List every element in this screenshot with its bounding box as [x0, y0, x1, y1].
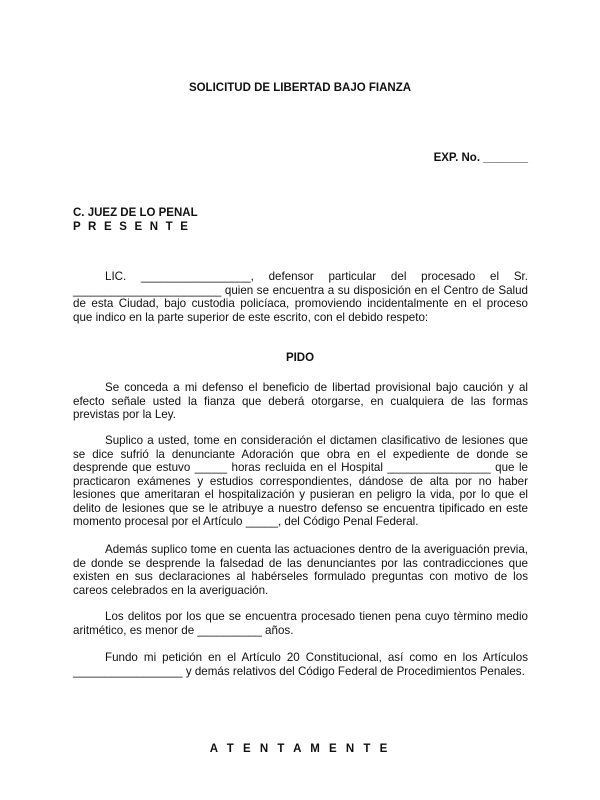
paragraph-fundamento: Fundo mi petición en el Artículo 20 Constitucional, así como en los Artículos _________________ y demás relativos del Código Federal de Procedimientos Penales.	[73, 651, 528, 678]
expediente-number: EXP. No. _______	[433, 152, 528, 164]
paragraph-dictamen: Suplico a usted, tome en consideración el dictamen clasificativo de lesiones que se dice sufrió la denunciante Adoración que obra en el expediente de donde se desprende que estuvo _____ horas recluida en el Hospital ________________ que le practicaron exámenes y estudios correspondientes, dándose de alta por no haber lesiones que ameritaran el hospitalización y pusieran en peligro la vida, por lo que el delito de lesiones que se le atribuye a nuestro defenso se encuentra tipificado en este momento procesal por el Artículo _____, del Código Penal Federal.	[73, 434, 528, 528]
document-title: SOLICITUD DE LIBERTAD BAJO FIANZA	[188, 82, 412, 94]
paragraph-pena: Los delitos por los que se encuentra procesado tienen pena cuyo tèrmino medio aritmético, es menor de __________ años.	[73, 610, 528, 637]
closing-atentamente: A T E N T A M E N T E	[209, 743, 391, 755]
pido-heading: PIDO	[285, 352, 315, 364]
intro-paragraph: LIC. _________________, defensor particular del procesado el Sr. _______________________ quien se encuentra a su disposición en el Centro de Salud de esta Ciudad, bajo custodia policíaca, promoviendo incidentalmente en el proceso que indico en la parte superior de este escrito, con el debido respeto:	[73, 270, 528, 324]
addressee-judge: C. JUEZ DE LO PENAL	[73, 207, 198, 219]
paragraph-libertad: Se conceda a mi defenso el beneficio de libertad provisional bajo caución y al efecto señale usted la fianza que deberá otorgarse, en cualquiera de las formas previstas por la Ley.	[73, 381, 528, 421]
addressee-presente: P R E S E N T E	[73, 221, 191, 233]
addressee-block	[73, 206, 198, 234]
paragraph-averiguacion: Además suplico tome en cuenta las actuaciones dentro de la averiguación previa, de donde se desprende la falsedad de las denunciantes por las contradicciones que existen en sus declaraciones al habérseles formulado preguntas con motivo de los careos celebrados en la averiguación.	[73, 543, 528, 597]
